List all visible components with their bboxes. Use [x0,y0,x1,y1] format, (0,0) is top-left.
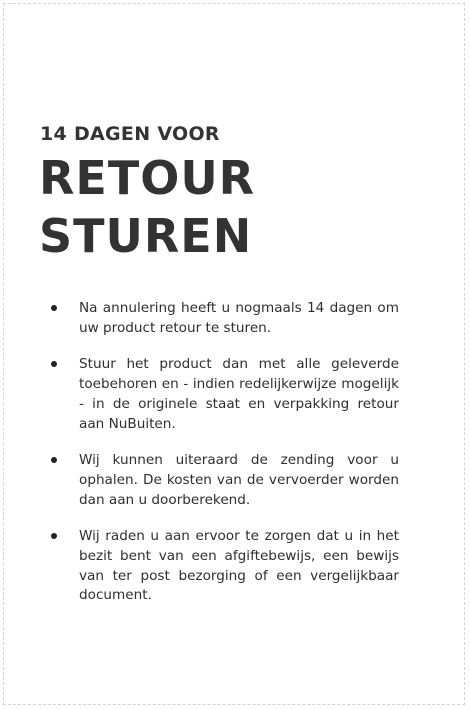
bullet-dot-icon [51,457,57,463]
list-item-text: Wij raden u aan ervoor te zorgen dat u in het bezit bent van een afgiftebewijs, een bewijs van ter post bezorging of een vergelijkbaar document. [79,528,399,604]
bullet-dot-icon [51,305,57,311]
bullet-dot-icon [51,533,57,539]
heading-kicker: 14 DAGEN VOOR [40,123,220,145]
bullet-dot-icon [51,361,57,367]
list-item [79,299,399,338]
title-line-2: STUREN [39,209,253,263]
info-card [3,3,465,705]
list-item-text: Stuur het product dan met alle geleverde toebehoren en - indien redelijkerwijze mogelijk - in de originele staat en verpakking retour aan NuBuiten. [79,356,399,432]
list-item-text: Na annulering heeft u nogmaals 14 dagen om uw product retour te sturen. [79,300,399,336]
list-item [79,527,399,606]
bullet-list [4,299,470,623]
title-line-1: RETOUR [39,151,256,205]
list-item-text: Wij kunnen uiteraard de zending voor u ophalen. De kosten van de vervoerder worden dan aan u doorberekend. [79,452,399,508]
list-item [79,451,399,510]
page-title [39,149,255,265]
list-item [79,355,399,434]
